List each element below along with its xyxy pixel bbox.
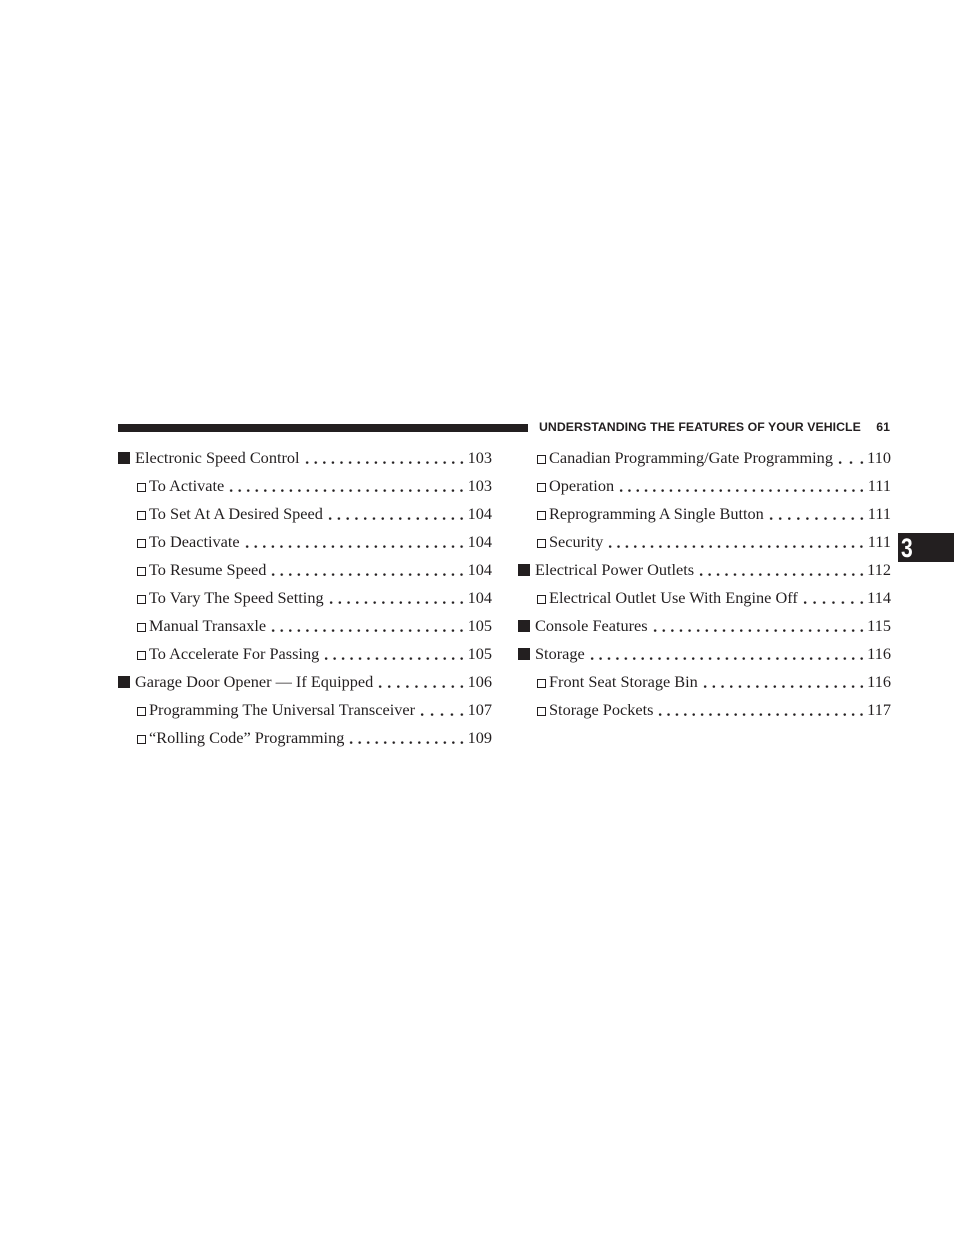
hollow-square-bullet-icon	[537, 455, 546, 464]
dot-leader	[588, 640, 866, 668]
filled-square-bullet-icon	[518, 620, 530, 632]
toc-subentry	[118, 528, 492, 556]
toc-entry-title: Electrical Power Outlets	[535, 560, 695, 579]
toc-entry-page-number: 111	[867, 476, 891, 495]
toc-entry-title: Console Features	[535, 616, 648, 635]
toc-entry-title: Programming The Universal Transceiver	[149, 700, 416, 719]
toc-entry-page-number: 107	[467, 700, 492, 719]
toc-entry-title: To Vary The Speed Setting	[149, 588, 324, 607]
toc-left-column	[118, 444, 492, 752]
toc-entry-title: To Set At A Desired Speed	[149, 504, 323, 523]
toc-entry-title: Security	[549, 532, 604, 551]
toc-entry-title: Electrical Outlet Use With Engine Off	[549, 588, 798, 607]
hollow-square-bullet-icon	[537, 511, 546, 520]
toc-entry-page-number: 111	[867, 504, 891, 523]
toc-subentry	[118, 472, 492, 500]
toc-entry-page-number: 117	[867, 700, 891, 719]
dot-leader	[656, 696, 865, 724]
dot-leader	[347, 724, 466, 752]
toc-subentry	[118, 556, 492, 584]
toc-entry-page-number: 109	[467, 728, 492, 747]
toc-entry-title: To Activate	[149, 476, 225, 495]
hollow-square-bullet-icon	[137, 567, 146, 576]
toc-entry-page-number: 104	[467, 588, 492, 607]
toc-subentry	[518, 528, 891, 556]
toc-subentry	[518, 500, 891, 528]
filled-square-bullet-icon	[518, 564, 530, 576]
dot-leader	[326, 500, 466, 528]
page-number: 61	[876, 420, 890, 434]
toc-entry-title: “Rolling Code” Programming	[149, 728, 345, 747]
toc-entry-title: To Accelerate For Passing	[149, 644, 320, 663]
dot-leader	[617, 472, 866, 500]
toc-entry	[118, 444, 492, 472]
hollow-square-bullet-icon	[137, 735, 146, 744]
filled-square-bullet-icon	[118, 452, 130, 464]
toc-entry-title: Front Seat Storage Bin	[549, 672, 698, 691]
toc-subentry	[118, 612, 492, 640]
toc-subentry	[518, 668, 891, 696]
toc-entry-page-number: 104	[467, 532, 492, 551]
dot-leader	[227, 472, 466, 500]
dot-leader	[418, 696, 466, 724]
toc-entry	[518, 640, 891, 668]
hollow-square-bullet-icon	[137, 707, 146, 716]
dot-leader	[801, 584, 866, 612]
toc-entry-title: Manual Transaxle	[149, 616, 267, 635]
toc-entry-page-number: 103	[467, 476, 492, 495]
hollow-square-bullet-icon	[537, 707, 546, 716]
filled-square-bullet-icon	[518, 648, 530, 660]
dot-leader	[322, 640, 466, 668]
toc-entry-title: Electronic Speed Control	[135, 448, 300, 467]
dot-leader	[767, 500, 866, 528]
toc-entry-page-number: 104	[467, 504, 492, 523]
dot-leader	[701, 668, 866, 696]
dot-leader	[651, 612, 866, 640]
toc-subentry	[518, 472, 891, 500]
hollow-square-bullet-icon	[537, 679, 546, 688]
toc-entry-page-number: 110	[867, 448, 891, 467]
toc-entry-page-number: 103	[467, 448, 492, 467]
toc-entry-title: Storage	[535, 644, 585, 663]
dot-leader	[327, 584, 466, 612]
toc-entry-page-number: 105	[467, 644, 492, 663]
filled-square-bullet-icon	[118, 676, 130, 688]
hollow-square-bullet-icon	[137, 483, 146, 492]
toc-entry	[518, 556, 891, 584]
dot-leader	[697, 556, 866, 584]
hollow-square-bullet-icon	[137, 595, 146, 604]
toc-entry-title: Storage Pockets	[549, 700, 654, 719]
toc-entry-page-number: 104	[467, 560, 492, 579]
toc-entry-page-number: 115	[867, 616, 891, 635]
toc-subentry	[518, 584, 891, 612]
toc-subentry	[118, 584, 492, 612]
toc-subentry	[518, 444, 891, 472]
toc-right-column	[518, 444, 891, 724]
toc-subentry	[118, 696, 492, 724]
dot-leader	[606, 528, 866, 556]
toc-entry-page-number: 106	[467, 672, 492, 691]
toc-entry-page-number: 116	[867, 644, 891, 663]
toc-entry-page-number: 116	[867, 672, 891, 691]
toc-subentry	[118, 640, 492, 668]
dot-leader	[269, 612, 466, 640]
hollow-square-bullet-icon	[537, 539, 546, 548]
toc-entry-title: Canadian Programming/Gate Programming	[549, 448, 833, 467]
dot-leader	[376, 668, 466, 696]
toc-entry-title: To Deactivate	[149, 532, 240, 551]
toc-entry	[518, 612, 891, 640]
hollow-square-bullet-icon	[537, 595, 546, 604]
toc-entry	[118, 668, 492, 696]
hollow-square-bullet-icon	[137, 623, 146, 632]
toc-entry-page-number: 105	[467, 616, 492, 635]
dot-leader	[303, 444, 467, 472]
dot-leader	[269, 556, 466, 584]
toc-entry-page-number: 114	[867, 588, 891, 607]
header-rule	[118, 424, 528, 432]
hollow-square-bullet-icon	[137, 651, 146, 660]
toc-subentry	[118, 500, 492, 528]
toc-entry-title: Garage Door Opener — If Equipped	[135, 672, 374, 691]
toc-entry-title: Reprogramming A Single Button	[549, 504, 764, 523]
hollow-square-bullet-icon	[137, 511, 146, 520]
hollow-square-bullet-icon	[137, 539, 146, 548]
toc-entry-page-number: 111	[867, 532, 891, 551]
hollow-square-bullet-icon	[537, 483, 546, 492]
toc-entry-page-number: 112	[867, 560, 891, 579]
toc-entry-title: To Resume Speed	[149, 560, 267, 579]
toc-entry-title: Operation	[549, 476, 615, 495]
dot-leader	[243, 528, 466, 556]
dot-leader	[836, 444, 866, 472]
chapter-tab	[898, 533, 954, 562]
toc-subentry	[518, 696, 891, 724]
chapter-tab-number: 3	[901, 533, 913, 563]
toc-subentry	[118, 724, 492, 752]
section-title: UNDERSTANDING THE FEATURES OF YOUR VEHICLE	[539, 420, 861, 434]
